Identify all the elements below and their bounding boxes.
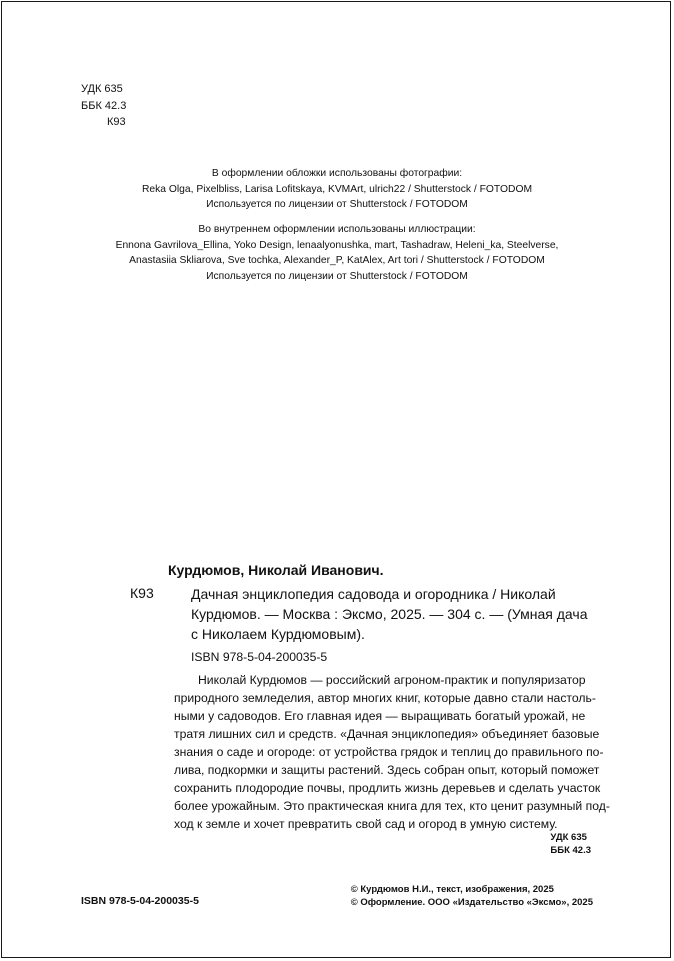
annotation-line: ными у садоводов. Его главная идея — выращивать богатый урожай, не — [174, 709, 586, 723]
copyright-block — [351, 883, 593, 909]
footer-classification — [550, 831, 591, 857]
inner-credits — [0, 222, 674, 284]
annotation-line: ход к земле и хочет превратить свой сад и огород в умную систему. — [174, 817, 558, 831]
author-mark: К93 — [107, 116, 126, 128]
bibliographic-mark: К93 — [130, 585, 154, 601]
annotation-line: тратя лишних сил и средств. «Дачная энциклопедия» объединяет базовые — [174, 727, 600, 741]
footer-udk: УДК 635 — [550, 832, 587, 843]
credit-line: В оформлении обложки использованы фотографии: — [211, 168, 463, 179]
credit-line: Anastasiia Skliarova, Sve tochka, Alexander_P, KatAlex, Art tori / Shutterstock / FOTODOM — [129, 255, 545, 266]
bibliographic-description — [191, 584, 591, 644]
annotation-line: сохранить плодородие почвы, продлить жизнь деревьев и сделать участок — [174, 781, 601, 795]
annotation-line: Николай Курдюмов — российский агроном-практик и популяризатор — [198, 673, 586, 687]
bbk-code: ББК 42.3 — [81, 99, 127, 112]
bibliographic-isbn: ISBN 978-5-04-200035-5 — [191, 650, 328, 664]
annotation-line: более урожайным. Это практическая книга для тех, кто ценит разумный под- — [174, 799, 610, 813]
annotation — [174, 671, 610, 833]
description-line: Дачная энциклопедия садовода и огородника / Николай — [191, 586, 556, 602]
description-line: с Николаем Курдюмовым). — [191, 626, 365, 642]
footer-bbk: ББК 42.3 — [550, 845, 591, 856]
description-line: Курдюмов. — Москва : Эксмо, 2025. — 304 с. — (Умная дача — [191, 606, 588, 622]
credit-line: Во внутреннем оформлении использованы иллюстрации: — [198, 224, 476, 235]
credit-line: Используется по лицензии от Shutterstock / FOTODOM — [206, 199, 468, 210]
copyright-line: © Курдюмов Н.И., текст, изображения, 2025 — [350, 884, 554, 895]
footer-isbn: ISBN 978-5-04-200035-5 — [81, 895, 199, 907]
credit-line: Ennona Gavrilova_Ellina, Yoko Design, lenaalyonushka, mart, Tashadraw, Heleni_ka, Steelverse, — [115, 239, 559, 251]
cover-credits — [0, 166, 674, 213]
annotation-line: знания о саде и огороде: от устройства грядок и теплиц до правильного по- — [174, 745, 604, 759]
annotation-line: лива, подкормки и защиты растений. Здесь собран опыт, который поможет — [174, 763, 600, 777]
udk-code: УДК 635 — [81, 83, 123, 95]
credit-line: Используется по лицензии от Shutterstock / FOTODOM — [206, 270, 468, 282]
copyright-line: © Оформление. ООО «Издательство «Эксмо», 2025 — [350, 897, 593, 908]
bibliographic-author: Курдюмов, Николай Иванович. — [168, 562, 384, 578]
classification-block — [81, 81, 126, 131]
credit-line: Reka Olga, Pixelbliss, Larisa Lofitskaya, KVMArt, ulrich22 / Shutterstock / FOTODOM — [141, 183, 533, 195]
annotation-line: природного земледелия, автор многих книг, которые давно стали настоль- — [174, 691, 596, 705]
